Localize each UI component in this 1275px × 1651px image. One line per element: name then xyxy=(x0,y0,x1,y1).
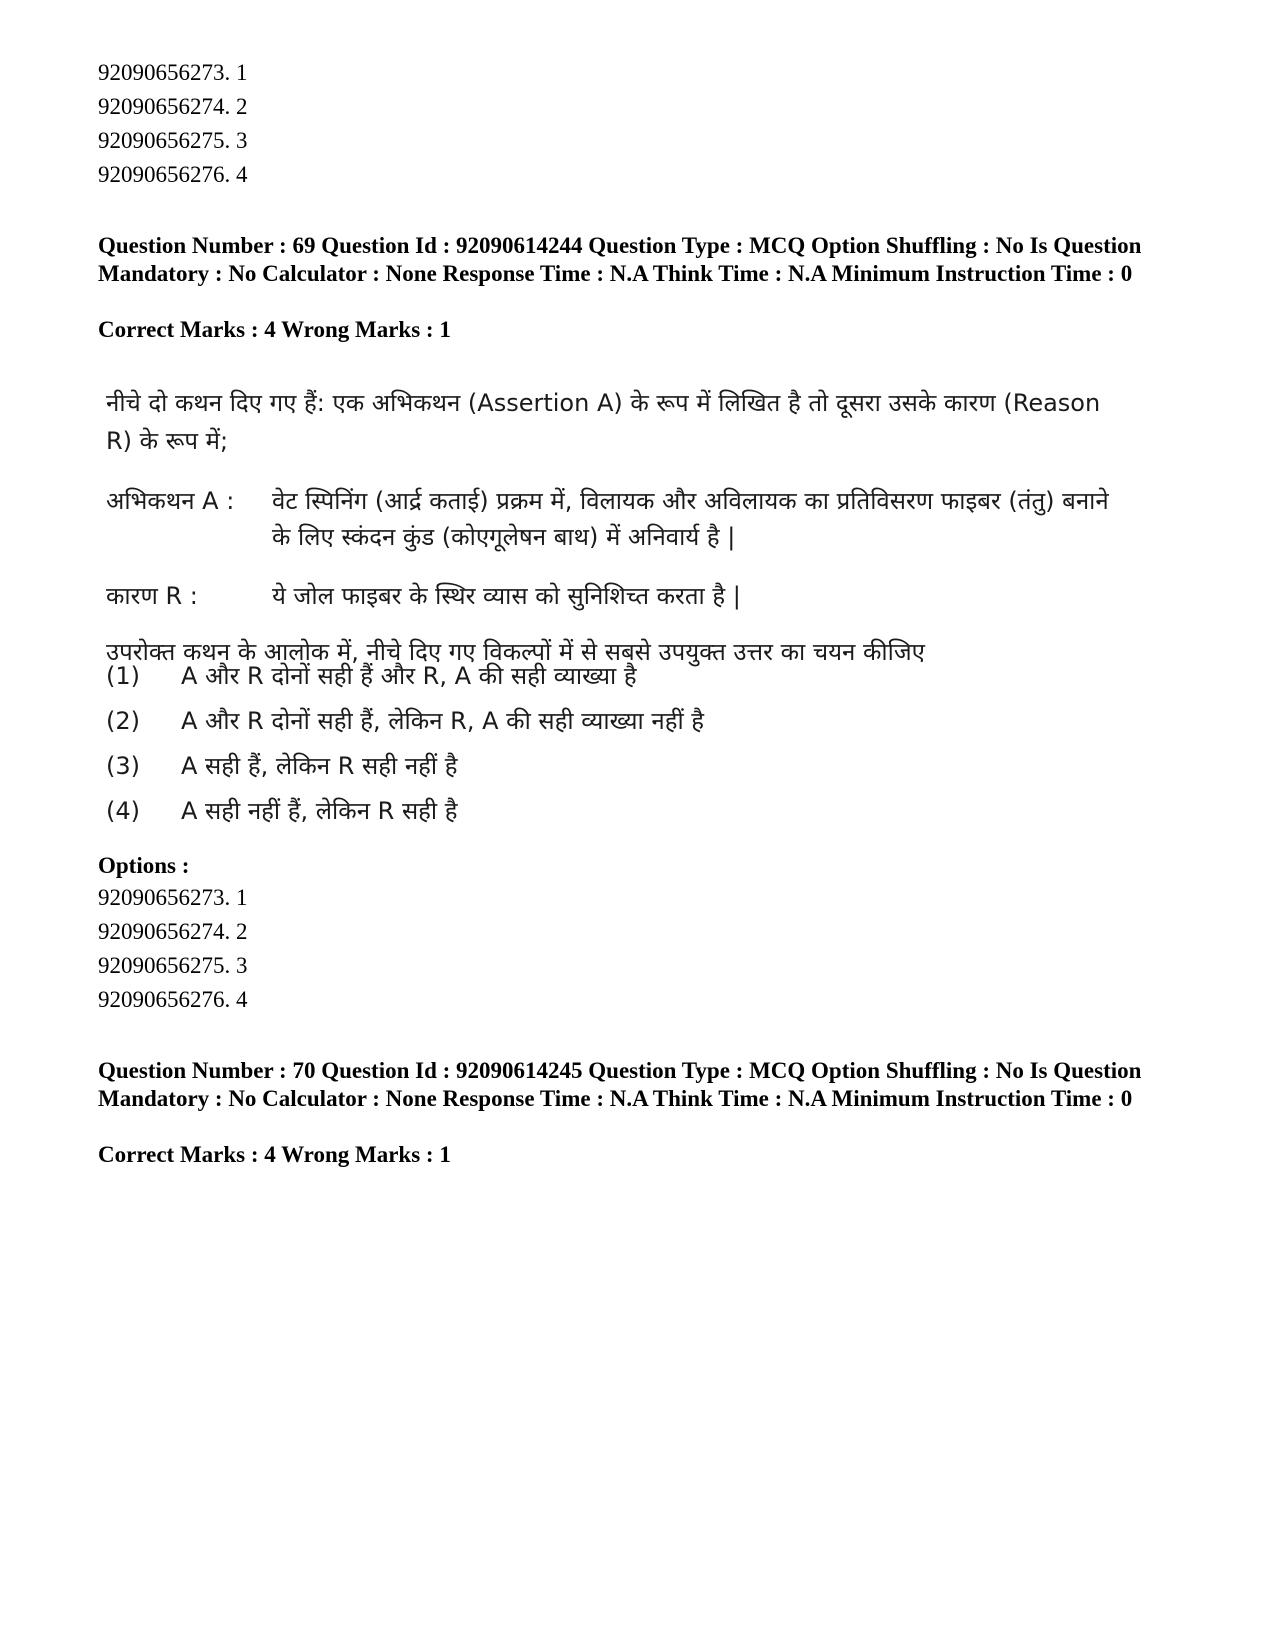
option-line: 92090656275. 3 xyxy=(98,953,248,978)
choice-number: (4) xyxy=(106,797,140,825)
option-line: 92090656276. 4 xyxy=(98,162,248,187)
option-line: 92090656276. 4 xyxy=(98,987,248,1012)
assertion-label: अभिकथन A : xyxy=(106,487,235,515)
choice-number: (3) xyxy=(106,752,140,780)
option-line: 92090656273. 1 xyxy=(98,885,248,910)
option-line: 92090656273. 1 xyxy=(98,60,248,85)
question-70-meta: Question Number : 70 Question Id : 92090614245 Question Type : MCQ Option Shuffling : No Is Question Mandatory : No Calculator : None Response Time : N.A Think Time : N.A Minimum Instruction Time : 0 xyxy=(98,1058,1142,1111)
question-69-meta: Question Number : 69 Question Id : 92090614244 Question Type : MCQ Option Shuffling : No Is Question Mandatory : No Calculator : None Response Time : N.A Think Time : N.A Minimum Instruction Time : 0 xyxy=(98,233,1142,286)
previous-options-list xyxy=(98,56,248,192)
question-69-marks: Correct Marks : 4 Wrong Marks : 1 xyxy=(98,317,451,342)
choice-text: A और R दोनों सही हैं और R, A की सही व्याख्या है xyxy=(181,662,637,690)
choice-number: (2) xyxy=(106,707,140,735)
choice-text: A सही नहीं हैं, लेकिन R सही है xyxy=(181,797,458,825)
option-line: 92090656274. 2 xyxy=(98,919,248,944)
choice-text: A सही हैं, लेकिन R सही नहीं है xyxy=(181,752,458,780)
option-line: 92090656274. 2 xyxy=(98,94,248,119)
question-69-intro: नीचे दो कथन दिए गए हैं: एक अभिकथन (Assertion A) के रूप में लिखित है तो दूसरा उसके कारण (Reason R) के रूप में; xyxy=(106,389,1101,455)
choice-number: (1) xyxy=(106,662,140,690)
reason-text: ये जोल फाइबर के स्थिर व्यास को सुनिशिच्त करता है | xyxy=(272,582,741,610)
reason-label: कारण R : xyxy=(106,582,198,610)
assertion-text: वेट स्पिनिंग (आर्द्र कताई) प्रक्रम में, विलायक और अविलायक का प्रतिविसरण फाइबर (तंतु) बनाने के लिए स्कंदन कुंड (कोएगूलेषन बाथ) में अनिवार्य है | xyxy=(272,487,1109,551)
choice-text: A और R दोनों सही हैं, लेकिन R, A की सही व्याख्या नहीं है xyxy=(181,707,705,735)
question-69-instruction: उपरोक्त कथन के आलोक में, नीचे दिए गए विकल्पों में से सबसे उपयुक्त उत्तर का चयन कीजिए xyxy=(106,638,925,666)
option-line: 92090656275. 3 xyxy=(98,128,248,153)
options-label: Options : xyxy=(98,853,190,878)
question-70-marks: Correct Marks : 4 Wrong Marks : 1 xyxy=(98,1142,451,1167)
question-69-options-list xyxy=(98,881,248,1017)
